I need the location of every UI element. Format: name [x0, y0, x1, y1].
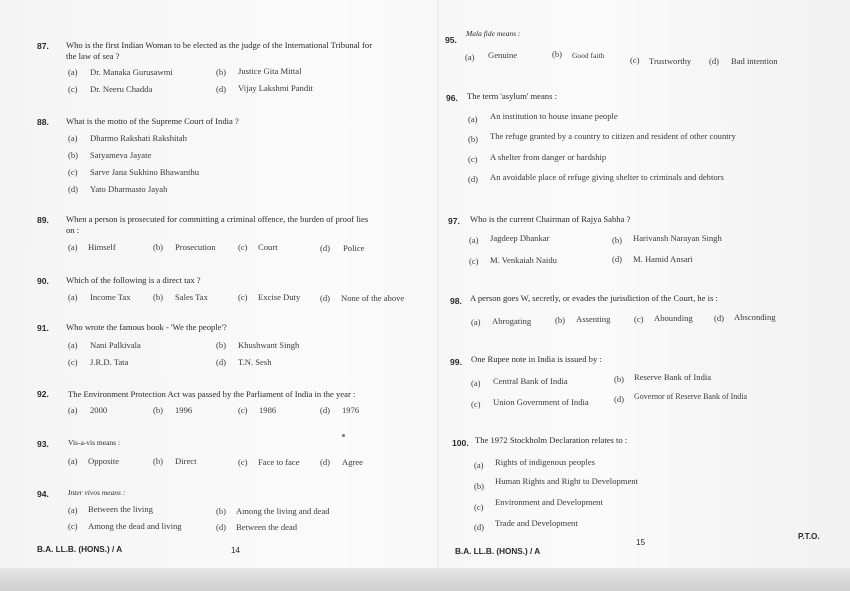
- option-label: (a): [471, 378, 481, 388]
- option-text: 1996: [175, 405, 193, 415]
- option-text: Court: [258, 242, 278, 252]
- option-text: Among the dead and living: [88, 521, 182, 531]
- question-number: 98.: [450, 296, 462, 306]
- option-text: Agree: [342, 457, 363, 467]
- question-number: 95.: [445, 35, 457, 45]
- question-text: What is the motto of the Supreme Court of India ?: [66, 116, 239, 126]
- option-label: (b): [153, 456, 164, 466]
- option-text: 1976: [342, 405, 360, 415]
- option-label: (c): [238, 242, 248, 252]
- pto-label: P.T.O.: [798, 532, 820, 541]
- option-label: (a): [468, 114, 478, 124]
- option-text: 1986: [259, 405, 277, 415]
- option-label: (c): [474, 502, 484, 512]
- option-label: (d): [709, 56, 720, 66]
- option-text: J.R.D. Tata: [90, 357, 129, 367]
- option-label: (b): [614, 374, 625, 384]
- option-label: (b): [216, 67, 227, 77]
- option-text: Harivansh Narayan Singh: [633, 233, 722, 243]
- option-label: (a): [68, 405, 78, 415]
- option-text: The refuge granted by a country to citizen and resident of other country: [490, 131, 736, 141]
- option-label: (d): [320, 457, 331, 467]
- option-label: (b): [216, 506, 227, 516]
- option-label: (b): [153, 405, 164, 415]
- option-label: (c): [68, 167, 78, 177]
- option-text: Environment and Development: [495, 497, 603, 507]
- question-text: The Environment Protection Act was passed by the Parliament of India in the year :: [68, 389, 356, 399]
- option-label: (b): [68, 150, 79, 160]
- question-number: 91.: [37, 323, 49, 333]
- question-text: Which of the following is a direct tax ?: [66, 275, 201, 285]
- ink-speck: [342, 434, 345, 437]
- option-label: (a): [68, 67, 78, 77]
- option-label: (b): [474, 481, 485, 491]
- option-text: Central Bank of India: [493, 376, 568, 386]
- question-text: When a person is prosecuted for committing a criminal offence, the burden of proof lies: [66, 214, 369, 224]
- option-text: Rights of indigenous peoples: [495, 457, 596, 467]
- option-text: Face to face: [258, 457, 300, 467]
- option-label: (a): [68, 292, 78, 302]
- option-label: (c): [68, 84, 78, 94]
- option-label: (b): [555, 315, 566, 325]
- option-text: Excise Duty: [258, 292, 301, 302]
- option-label: (b): [468, 134, 479, 144]
- option-label: (a): [471, 317, 481, 327]
- option-label: (c): [238, 292, 248, 302]
- option-text: Union Government of India: [493, 397, 589, 407]
- option-text: None of the above: [341, 293, 405, 303]
- option-text: Bad intention: [731, 56, 778, 66]
- option-text: Vijay Lakshmi Pandit: [238, 83, 313, 93]
- option-text: Trade and Development: [495, 518, 578, 528]
- option-text: Reserve Bank of India: [634, 372, 712, 382]
- option-text: Prosecution: [175, 242, 216, 252]
- option-text: M. Hamid Ansari: [633, 254, 693, 264]
- page-number: 15: [636, 538, 646, 547]
- option-label: (c): [469, 256, 479, 266]
- option-text: Nani Palkivala: [90, 340, 141, 350]
- option-text: Abrogating: [492, 316, 532, 326]
- option-label: (a): [68, 505, 78, 515]
- question-text: Who is the current Chairman of Rajya Sabha ?: [470, 214, 631, 224]
- question-number: 100.: [452, 438, 469, 448]
- option-label: (c): [68, 521, 78, 531]
- option-label: (b): [216, 340, 227, 350]
- question-text: Vis-a-vis means :: [68, 438, 121, 447]
- option-label: (b): [153, 242, 164, 252]
- option-text: Himself: [88, 242, 116, 252]
- option-text: Justice Gita Mittal: [238, 66, 302, 76]
- question-number: 97.: [448, 216, 460, 226]
- option-label: (a): [68, 456, 78, 466]
- option-text: Between the dead: [236, 522, 298, 532]
- option-label: (d): [216, 522, 227, 532]
- option-text: Yato Dharmasto Jayah: [90, 184, 168, 194]
- option-text: Between the living: [88, 504, 153, 514]
- question-number: 90.: [37, 276, 49, 286]
- option-label: (d): [320, 405, 331, 415]
- question-number: 92.: [37, 389, 49, 399]
- option-label: (b): [612, 235, 623, 245]
- option-label: (a): [68, 242, 78, 252]
- question-number: 88.: [37, 117, 49, 127]
- question-text: Mala fide means :: [466, 29, 521, 38]
- question-number: 93.: [37, 439, 49, 449]
- option-text: Good faith: [572, 51, 605, 60]
- option-text: M. Venkaiah Naidu: [490, 255, 557, 265]
- option-text: Governor of Reserve Bank of India: [634, 392, 748, 401]
- option-label: (c): [68, 357, 78, 367]
- option-label: (a): [465, 52, 475, 62]
- option-text: An avoidable place of refuge giving shelter to criminals and debtors: [490, 172, 724, 182]
- option-text: Sales Tax: [175, 292, 208, 302]
- option-text: A shelter from danger or hardship: [490, 152, 607, 162]
- option-label: (c): [238, 405, 248, 415]
- option-text: Human Rights and Right to Development: [495, 476, 638, 486]
- question-text-cont: on :: [66, 225, 80, 235]
- option-text: Assenting: [576, 314, 611, 324]
- option-text: Among the living and dead: [236, 506, 330, 516]
- footer-code: B.A. LL.B. (HONS.) / A: [37, 545, 123, 554]
- option-label: (a): [68, 133, 78, 143]
- page-bottom-edge: [0, 568, 850, 591]
- question-text: Who wrote the famous book - 'We the people'?: [66, 322, 227, 332]
- option-label: (d): [474, 522, 485, 532]
- option-text: Dharmo Rakshati Rakshitah: [90, 133, 187, 143]
- option-label: (d): [612, 254, 623, 264]
- option-text: Abounding: [654, 313, 693, 323]
- option-text: T.N. Sesh: [238, 357, 272, 367]
- option-label: (d): [320, 243, 331, 253]
- option-text: Satyameva Jayate: [90, 150, 152, 160]
- option-label: (d): [68, 184, 79, 194]
- option-text: Police: [343, 243, 365, 253]
- option-text: 2000: [90, 405, 108, 415]
- question-number: 94.: [37, 489, 49, 499]
- option-text: Jagdeep Dhankar: [490, 233, 550, 243]
- option-label: (d): [216, 84, 227, 94]
- question-text: Inter vivos means :: [68, 488, 126, 497]
- question-number: 87.: [37, 41, 49, 51]
- footer-code: B.A. LL.B. (HONS.) / A: [455, 547, 541, 556]
- option-text: Khushwant Singh: [238, 340, 300, 350]
- question-text: Who is the first Indian Woman to be elected as the judge of the International Tribunal for: [66, 40, 373, 50]
- option-text: Dr. Neeru Chadda: [90, 84, 153, 94]
- option-label: (b): [552, 49, 563, 59]
- option-text: Sarve Jana Sukhino Bhawanthu: [90, 167, 200, 177]
- option-label: (d): [614, 394, 625, 404]
- option-label: (a): [474, 460, 484, 470]
- page-number: 14: [231, 546, 241, 555]
- option-label: (d): [216, 357, 227, 367]
- question-text: One Rupee note in India is issued by :: [471, 354, 602, 364]
- option-label: (d): [468, 174, 479, 184]
- option-text: Opposite: [88, 456, 120, 466]
- option-text: Dr. Manaka Gurusawmi: [90, 67, 173, 77]
- question-text: The 1972 Stockholm Declaration relates to :: [475, 435, 628, 445]
- option-text: Genuine: [488, 50, 518, 60]
- option-label: (c): [471, 399, 481, 409]
- option-label: (c): [468, 154, 478, 164]
- question-number: 96.: [446, 93, 458, 103]
- option-text: Trustworthy: [649, 56, 692, 66]
- option-text: An institution to house insane people: [490, 111, 618, 121]
- option-text: Absconding: [734, 312, 776, 322]
- option-text: Direct: [175, 456, 197, 466]
- question-number: 89.: [37, 215, 49, 225]
- page-fold: [437, 0, 439, 568]
- option-label: (c): [238, 457, 248, 467]
- option-label: (d): [714, 313, 725, 323]
- question-number: 99.: [450, 357, 462, 367]
- question-text: The term 'asylum' means :: [467, 91, 557, 101]
- option-label: (c): [634, 314, 644, 324]
- option-text: Income Tax: [90, 292, 131, 302]
- question-text: A person goes W, secretly, or evades the jurisdiction of the Court, he is :: [470, 293, 718, 303]
- question-text-cont: the law of sea ?: [66, 51, 120, 61]
- option-label: (a): [68, 340, 78, 350]
- option-label: (c): [630, 55, 640, 65]
- option-label: (b): [153, 292, 164, 302]
- option-label: (a): [469, 235, 479, 245]
- option-label: (d): [320, 293, 331, 303]
